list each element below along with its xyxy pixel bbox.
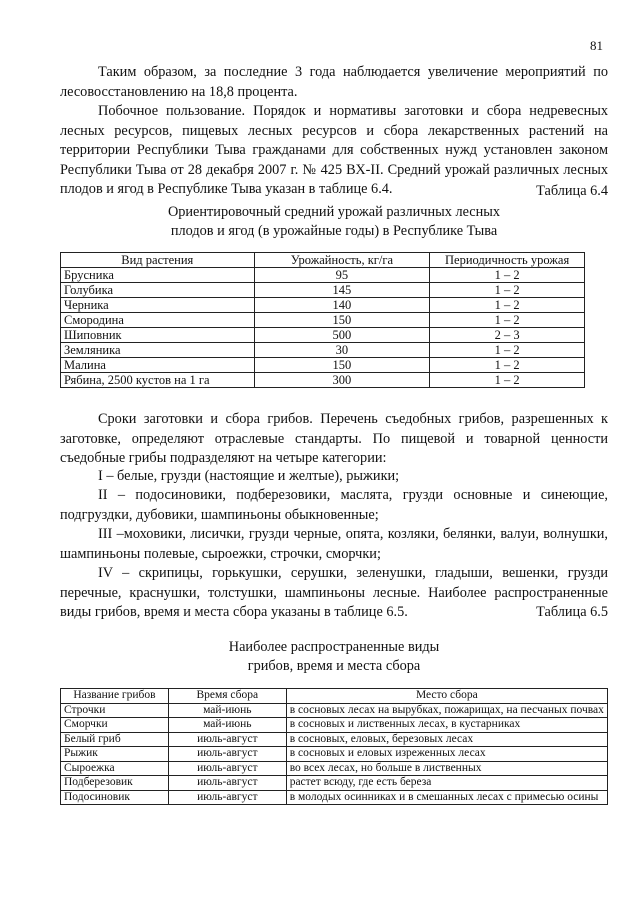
table-6-4-label: Таблица 6.4	[536, 183, 608, 199]
yield-cell: 140	[254, 298, 430, 313]
category-1-text: I – белые, грузди (настоящие и желтые), рыжики;	[98, 468, 400, 484]
mushroom-cell: Строчки	[61, 703, 169, 718]
table-6-5-title-line-1: Наиболее распространенные виды	[228, 639, 440, 655]
table-row	[61, 776, 608, 791]
plant-cell: Шиповник	[61, 328, 255, 343]
plant-cell: Рябина, 2500 кустов на 1 га	[61, 373, 255, 388]
table-6-4-title-line-1: Ориентировочный средний урожай различных лесных	[167, 204, 501, 220]
table-6-5-label: Таблица 6.5	[536, 604, 608, 620]
table-row	[61, 268, 585, 283]
yield-cell: 145	[254, 283, 430, 298]
periodicity-cell: 1 – 2	[430, 268, 585, 283]
place-cell: в сосновых и лиственных лесах, в кустарниках	[286, 718, 607, 733]
category-3	[60, 525, 608, 564]
season-cell: июль-август	[168, 732, 286, 747]
season-cell: июль-август	[168, 790, 286, 805]
yield-cell: 150	[254, 313, 430, 328]
table-6-4-title-line-2: плодов и ягод (в урожайные годы) в Республике Тыва	[170, 223, 498, 239]
mushroom-cell: Подберезовик	[61, 776, 169, 791]
mushroom-cell: Сыроежка	[61, 761, 169, 776]
season-cell: июль-август	[168, 776, 286, 791]
table-row	[61, 343, 585, 358]
periodicity-cell: 1 – 2	[430, 358, 585, 373]
table-row	[61, 718, 608, 733]
paragraph-2-text: Побочное пользование. Порядок и нормативы заготовки и сбора недревесных лесных ресурсов, пищевых лесных ресурсов и сбора лекарственных растений на территории Республики Тыва гражданами для собственных нужд установлен законом Республики Тыва от 28 декабря 2007 г. № 425 ВХ-II. Средний урожай различных лесных плодов и ягод в Республике Тыва указан в таблице 6.4.	[60, 103, 608, 197]
category-2	[60, 486, 608, 525]
place-cell: в сосновых и еловых изреженных лесах	[286, 747, 607, 762]
yield-cell: 500	[254, 328, 430, 343]
page-number: 81	[590, 38, 603, 53]
paragraph-3-text: Сроки заготовки и сбора грибов. Перечень съедобных грибов, разрешенных к заготовке, определяют отраслевые стандарты. По пищевой и товарной ценности съедобные грибы подразделяют на четыре категории:	[60, 411, 608, 466]
plant-cell: Земляника	[61, 343, 255, 358]
table-6-5-title-line-2: грибов, время и места сбора	[247, 658, 421, 674]
season-cell: июль-август	[168, 761, 286, 776]
place-cell: в сосновых, еловых, березовых лесах	[286, 732, 607, 747]
periodicity-cell: 1 – 2	[430, 298, 585, 313]
periodicity-cell: 1 – 2	[430, 373, 585, 388]
table-row	[61, 732, 608, 747]
plant-cell: Голубика	[61, 283, 255, 298]
table-row	[61, 313, 585, 328]
periodicity-cell: 1 – 2	[430, 283, 585, 298]
periodicity-cell: 1 – 2	[430, 343, 585, 358]
table-row	[61, 328, 585, 343]
table-row	[61, 790, 608, 805]
category-2-text: II – подосиновики, подберезовики, маслята, грузди основные и синеющие, подгруздки, дубовики, шампиньоны обыкновенные;	[60, 487, 608, 523]
season-cell: июль-август	[168, 747, 286, 762]
periodicity-cell: 1 – 2	[430, 313, 585, 328]
mushroom-cell: Белый гриб	[61, 732, 169, 747]
plant-cell: Черника	[61, 298, 255, 313]
table-row	[61, 283, 585, 298]
plant-cell: Смородина	[61, 313, 255, 328]
category-1	[60, 467, 608, 487]
plant-cell: Брусника	[61, 268, 255, 283]
season-cell: май-июнь	[168, 718, 286, 733]
table-row	[61, 703, 608, 718]
table-row	[61, 373, 585, 388]
table-row	[61, 298, 585, 313]
column-header: Время сбора	[168, 689, 286, 704]
periodicity-cell: 2 – 3	[430, 328, 585, 343]
mushroom-cell: Сморчки	[61, 718, 169, 733]
yield-cell: 30	[254, 343, 430, 358]
season-cell: май-июнь	[168, 703, 286, 718]
table-row	[61, 761, 608, 776]
column-header: Вид растения	[61, 253, 255, 268]
place-cell: во всех лесах, но больше в лиственных	[286, 761, 607, 776]
column-header: Урожайность, кг/га	[254, 253, 430, 268]
category-4	[60, 564, 608, 623]
paragraph-1-text: Таким образом, за последние 3 года наблюдается увеличение мероприятий по лесовосстановлению на 18,8 процента.	[60, 64, 608, 100]
mushroom-cell: Рыжик	[61, 747, 169, 762]
mushroom-cell: Подосиновик	[61, 790, 169, 805]
table-header-row	[61, 253, 585, 268]
yield-cell: 95	[254, 268, 430, 283]
paragraph-2	[60, 102, 608, 200]
paragraph-1	[60, 63, 608, 102]
column-header: Периодичность урожая	[430, 253, 585, 268]
table-row	[61, 747, 608, 762]
table-row	[61, 358, 585, 373]
yield-cell: 300	[254, 373, 430, 388]
place-cell: в сосновых лесах на вырубках, пожарищах, на песчаных почвах	[286, 703, 607, 718]
table-6-4	[60, 252, 585, 388]
place-cell: растет всюду, где есть береза	[286, 776, 607, 791]
column-header: Название грибов	[61, 689, 169, 704]
table-header-row	[61, 689, 608, 704]
place-cell: в молодых осинниках и в смешанных лесах с примесью осины	[286, 790, 607, 805]
category-3-text: III –моховики, лисички, грузди черные, опята, козляки, белянки, валуи, волнушки, шампиньоны полевые, сыроежки, строчки, сморчки;	[60, 526, 608, 562]
yield-cell: 150	[254, 358, 430, 373]
table-6-5	[60, 688, 608, 805]
category-4-text: IV – скрипицы, горькушки, серушки, зеленушки, гладыши, вешенки, грузди перечные, краснушки, толстушки, шампиньоны лесные. Наиболее распространенные виды грибов, время и места сбора указаны в таблице 6.5.	[60, 565, 608, 620]
paragraph-3	[60, 410, 608, 469]
plant-cell: Малина	[61, 358, 255, 373]
column-header: Место сбора	[286, 689, 607, 704]
